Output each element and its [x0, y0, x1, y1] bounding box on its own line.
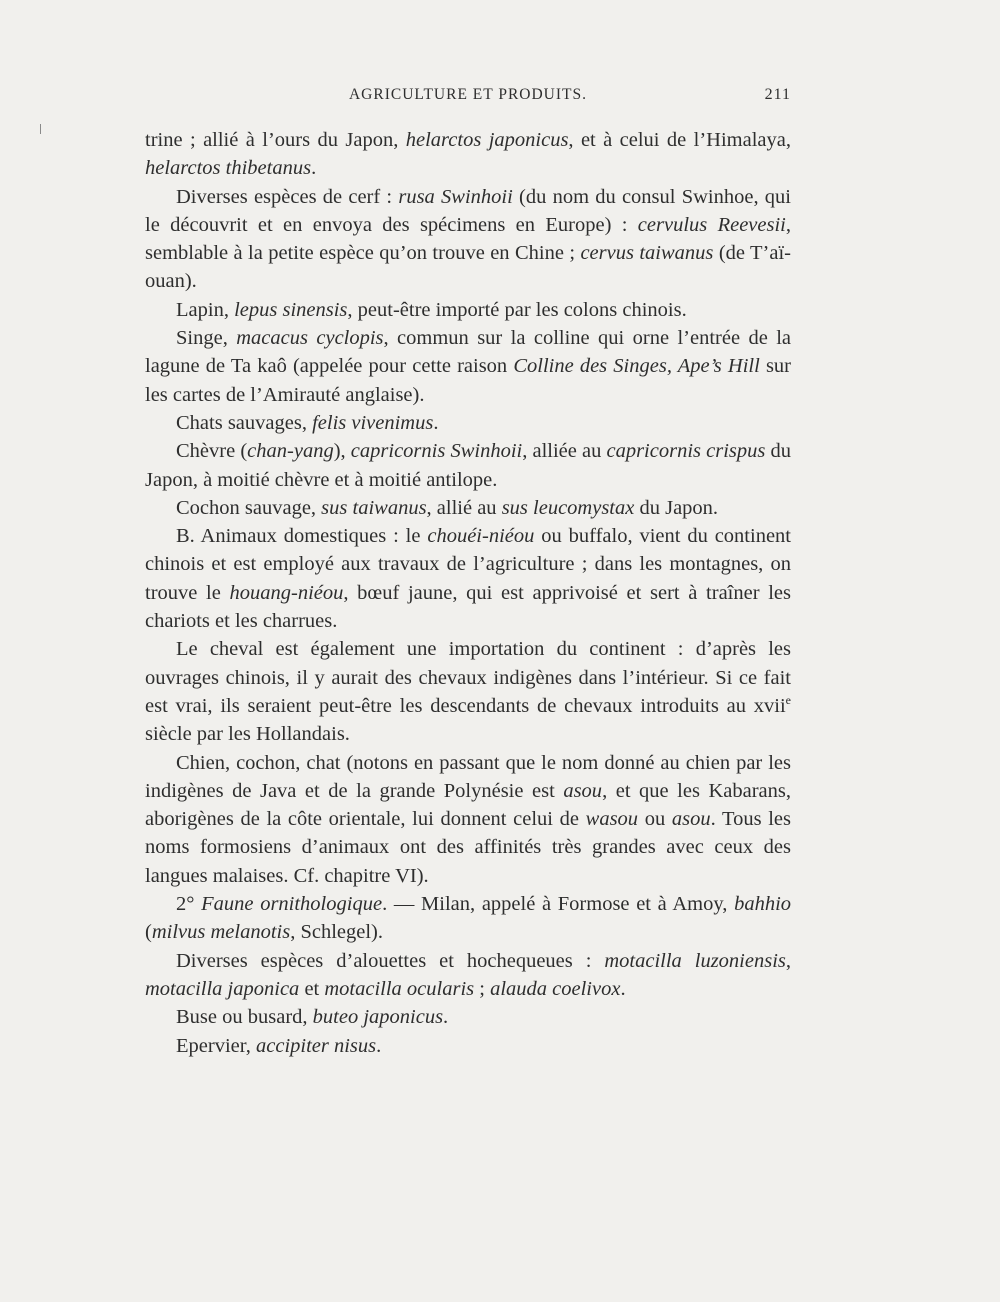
text-run: , alliée au — [522, 440, 607, 463]
running-header — [145, 86, 791, 110]
paragraph — [145, 183, 791, 296]
text-run: ( — [145, 921, 152, 944]
italic-term: helarctos thibetanus — [145, 157, 312, 180]
text-run: , bœuf jaune, qui est apprivoisé et sert à traîner les chariots et les charrues. — [145, 581, 791, 633]
text-run: Le cheval est également une importation du continent : d’après les ouvrages chinois, il y aurait des chevaux indigènes dans l’intérieur. Si ce fait est vrai, ils seraient peut-être les descendants de chevaux introduits au xvii — [145, 638, 791, 717]
text-run: et — [299, 977, 325, 1000]
paragraph — [145, 494, 791, 522]
text-run: siècle par les Hollandais. — [145, 723, 350, 746]
text-run: ou — [638, 808, 672, 831]
text-run: sur les cartes de l’Amirauté anglaise). — [145, 355, 791, 406]
text-run: . — [443, 1006, 449, 1029]
running-title: AGRICULTURE ET PRODUITS. — [348, 86, 587, 103]
italic-term: wasou — [585, 808, 639, 831]
text-run: , peut-être importé par les colons chinois. — [347, 298, 687, 321]
italic-term: alauda coelivox — [490, 977, 621, 1000]
italic-term: milvus melanotis — [151, 921, 291, 944]
text-run: B. Animaux domestiques : le — [176, 525, 428, 548]
text-run: (de T’aï-ouan). — [145, 242, 791, 293]
italic-term: macacus cyclopis — [236, 327, 384, 350]
text-run: Diverses espèces de cerf : — [176, 185, 399, 208]
paragraph — [145, 1003, 791, 1031]
text-run: Epervier, — [176, 1034, 256, 1057]
italic-term: buteo japonicus — [312, 1006, 444, 1029]
italic-term: helarctos japonicus — [405, 129, 569, 151]
italic-term: houang-niéou — [229, 581, 344, 604]
paragraph — [145, 126, 791, 183]
paragraph — [145, 947, 791, 1004]
paragraph — [145, 296, 791, 324]
text-run: ), — [333, 440, 351, 463]
italic-term: chouéi-niéou — [427, 525, 535, 548]
italic-term: motacilla ocularis — [324, 977, 475, 1000]
italic-term: capricornis Swinhoii — [350, 440, 523, 463]
italic-term: accipiter nisus — [256, 1034, 377, 1057]
text-run: , allié au — [426, 496, 502, 519]
text-run: . — [376, 1034, 382, 1057]
text-run: Lapin, — [176, 298, 235, 321]
text-run: , Schlegel). — [290, 921, 383, 944]
italic-term: felis vivenimus — [312, 411, 434, 434]
margin-mark — [40, 124, 41, 134]
paragraph — [145, 749, 791, 890]
text-run: ; — [474, 977, 491, 1000]
text-run: du Japon, à moitié chèvre et à moitié antilope. — [145, 440, 792, 491]
italic-term: Colline des Singes, Ape’s Hill — [513, 355, 760, 378]
italic-term: capricornis crispus — [606, 440, 766, 463]
text-run: . — [433, 411, 439, 434]
text-run: Buse ou busard, — [176, 1006, 313, 1029]
text-run: Diverses espèces d’alouettes et hochequeues : — [176, 949, 605, 972]
text-run: (du nom du consul Swinhoe, qui le découvrit et en envoya des spécimens en Europe) : — [145, 185, 791, 236]
paragraph — [145, 324, 791, 409]
italic-term: asou — [671, 808, 711, 831]
text-run: , commun sur la colline qui orne l’entrée de la lagune de Ta kaô (appelée pour cette raison — [145, 327, 791, 378]
paragraph — [145, 437, 791, 494]
text-run: . Tous les noms formosiens d’animaux ont des affinités très grandes avec ceux des langues malaises. Cf. chapitre VI). — [145, 808, 792, 887]
italic-term: cervulus Reevesii — [637, 213, 786, 236]
paragraph — [145, 890, 791, 947]
italic-term: bahhio — [734, 893, 792, 916]
italic-term: rusa Swinhoii — [398, 185, 513, 208]
body-text — [145, 126, 791, 1060]
text-run: Cochon sauvage, — [176, 496, 322, 519]
italic-term: sus leucomystax — [501, 496, 635, 519]
italic-term: lepus sinensis — [234, 298, 348, 321]
italic-term: motacilla japonica — [145, 977, 300, 1000]
text-run: . — Milan, appelé à Formose et à Amoy, — [382, 893, 735, 916]
italic-term: cervus taiwanus — [580, 242, 714, 265]
text-run: ou buffalo, vient du continent chinois et est employé aux travaux de l’agriculture ; dans les montagnes, on trouve le — [145, 525, 791, 604]
paragraph — [145, 1032, 791, 1060]
text-run: . — [620, 977, 626, 1000]
text-run: Chats sauvages, — [176, 411, 313, 434]
text-run: , — [785, 949, 791, 972]
text-run: , et que les Kabarans, aborigènes de la côte orientale, lui donnent celui de — [145, 779, 792, 831]
paragraph — [145, 635, 791, 748]
text-run: Chien, cochon, chat (notons en passant que le nom donné au chien par les indigènes de Java et de la grande Polynésie est — [145, 751, 791, 802]
text-run: , semblable à la petite espèce qu’on trouve en Chine ; — [145, 213, 792, 265]
text-run: . — [311, 157, 317, 180]
text-run: trine ; allié à l’ours du Japon, — [145, 129, 406, 151]
text-run: du Japon. — [634, 496, 719, 519]
superscript: e — [785, 693, 791, 708]
italic-term: Faune ornithologique — [201, 893, 383, 916]
italic-term: asou — [563, 779, 603, 802]
italic-term: chan-yang — [247, 440, 334, 463]
text-run: Chèvre ( — [176, 440, 248, 463]
italic-term: motacilla luzoniensis — [604, 949, 786, 972]
paragraph — [145, 409, 791, 437]
paragraph — [145, 522, 791, 635]
page-number: 211 — [764, 86, 791, 103]
text-run: Singe, — [176, 327, 237, 350]
italic-term: sus taiwanus — [321, 496, 427, 519]
text-run: , et à celui de l’Himalaya, — [568, 129, 791, 151]
text-run: 2° — [176, 893, 202, 916]
